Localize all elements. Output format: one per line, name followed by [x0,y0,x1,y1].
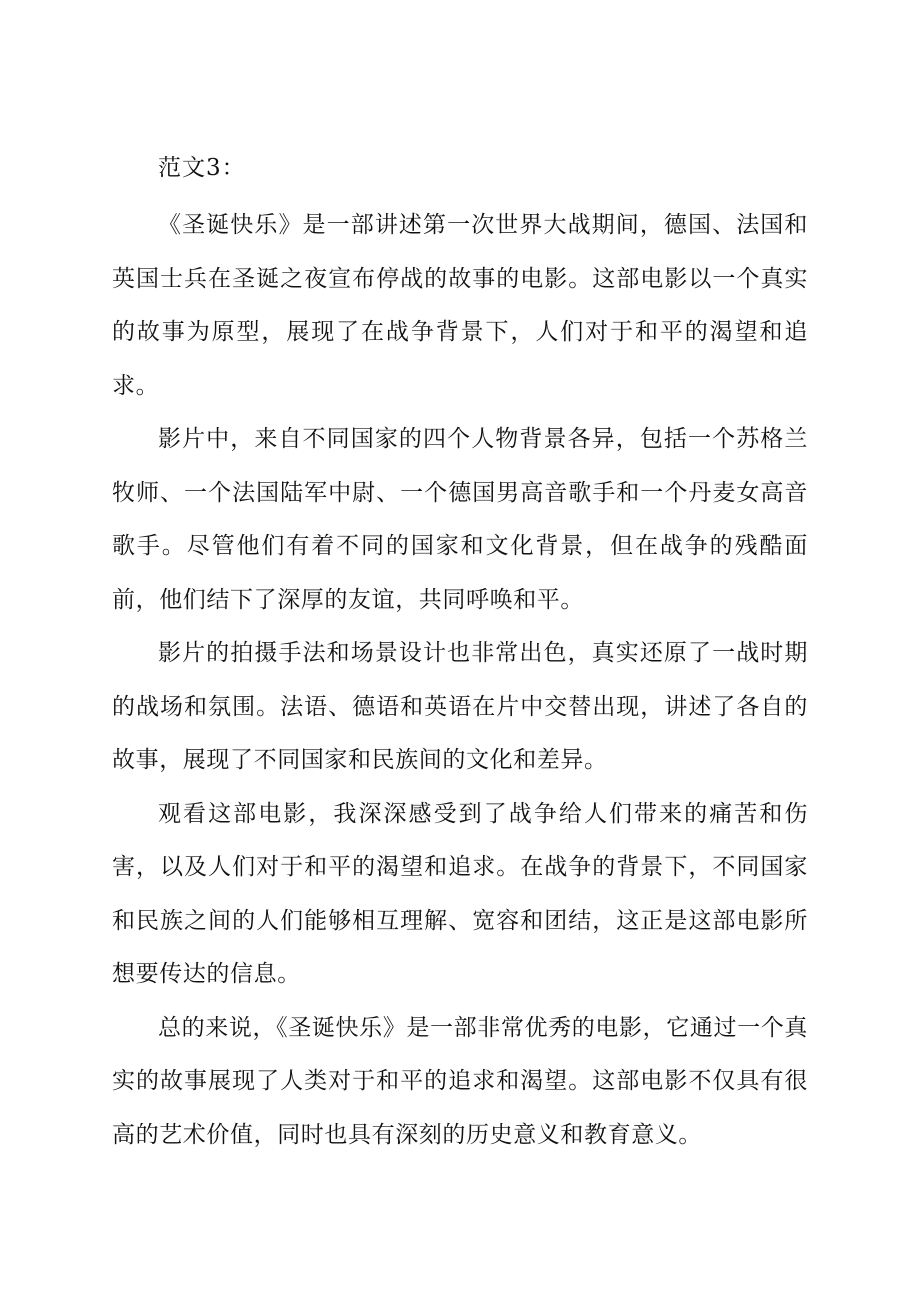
paragraph-conclusion: 总的来说，《圣诞快乐》是一部非常优秀的电影，它通过一个真实的故事展现了人类对于和平的追求和渴望。这部电影不仅具有很高的艺术价值，同时也具有深刻的历史意义和教育意义。 [112,1014,808,1148]
paragraph-intro: 《圣诞快乐》是一部讲述第一次世界大战期间，德国、法国和英国士兵在圣诞之夜宣布停战的故事的电影。这部电影以一个真实的故事为原型，展现了在战争背景下，人们对于和平的渴望和追求。 [112,212,808,399]
paragraph-filming: 影片的拍摄手法和场景设计也非常出色，真实还原了一战时期的战场和氛围。法语、德语和英语在片中交替出现，讲述了各自的故事，展现了不同国家和民族间的文化和差异。 [112,640,808,773]
document-page [112,142,808,1162]
paragraph-reflection: 观看这部电影，我深深感受到了战争给人们带来的痛苦和伤害，以及人们对于和平的渴望和追求。在战争的背景下，不同国家和民族之间的人们能够相互理解、宽容和团结，这正是这部电影所想要传达的信息。 [112,800,808,987]
paragraph-characters: 影片中，来自不同国家的四个人物背景各异，包括一个苏格兰牧师、一个法国陆军中尉、一个德国男高音歌手和一个丹麦女高音歌手。尽管他们有着不同的国家和文化背景，但在战争的残酷面前，他们结下了深厚的友谊，共同呼唤和平。 [112,426,808,613]
section-heading: 范文3： [158,155,246,181]
